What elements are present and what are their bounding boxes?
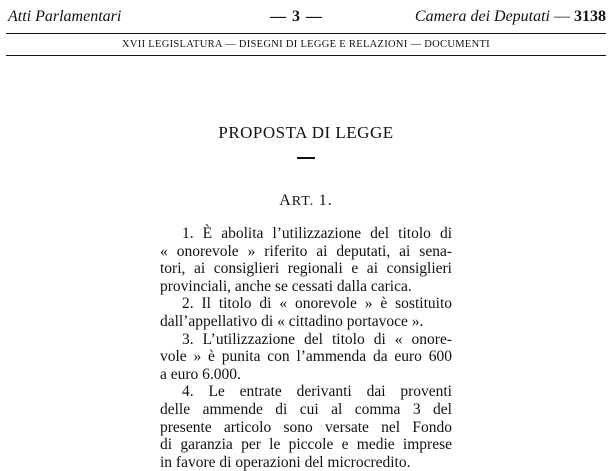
- article-body: [160, 225, 452, 471]
- article-heading: [0, 192, 612, 210]
- body-line: dall’appellativo di « cittadino portavoce ».: [160, 312, 424, 330]
- header-left-title: Atti Parlamentari: [8, 8, 122, 25]
- page-number: — 3 —: [270, 8, 323, 25]
- body-line: a euro 6.000.: [160, 365, 241, 383]
- header-right-title: Camera dei Deputati: [414, 8, 550, 25]
- article-prefix-rest: RT.: [291, 194, 315, 209]
- document-number: 3138: [574, 8, 606, 25]
- header-rule: [6, 33, 606, 34]
- document-title: PROPOSTA DI LEGGE: [218, 123, 394, 142]
- body-line: delle ammende di cui al comma 3 del: [160, 400, 452, 418]
- body-line: 4. Le entrate derivanti dai proventi: [182, 383, 452, 401]
- article-number: 1.: [318, 192, 333, 209]
- body-line: « onorevole » riferito ai deputati, ai sena-: [160, 242, 452, 260]
- body-line: provinciali, anche se cessati dalla carica.: [160, 277, 412, 295]
- subheader-rule: [6, 55, 606, 56]
- body-line: 2. Il titolo di « onorevole » è sostituito: [182, 295, 452, 313]
- body-line: tori, ai consiglieri regionali e ai consiglieri: [160, 260, 452, 278]
- subheader: XVII LEGISLATURA — DISEGNI DI LEGGE E RELAZIONI — DOCUMENTI: [122, 39, 490, 50]
- body-line: di garanzia per le piccole e medie imprese: [160, 436, 452, 454]
- title-dash-divider: [297, 157, 315, 159]
- body-line: vole » è punita con l’ammenda da euro 600: [160, 348, 452, 366]
- body-line: in favore di operazioni del microcredito.: [160, 453, 411, 471]
- header-right: [415, 8, 606, 26]
- body-line: 1. È abolita l’utilizzazione del titolo di: [182, 225, 452, 242]
- article-prefix-cap: A: [279, 192, 292, 209]
- body-line: presente articolo sono versate nel Fondo: [160, 418, 452, 436]
- header-right-separator: —: [550, 8, 574, 25]
- body-line: 3. L’utilizzazione del titolo di « onore-: [182, 330, 452, 348]
